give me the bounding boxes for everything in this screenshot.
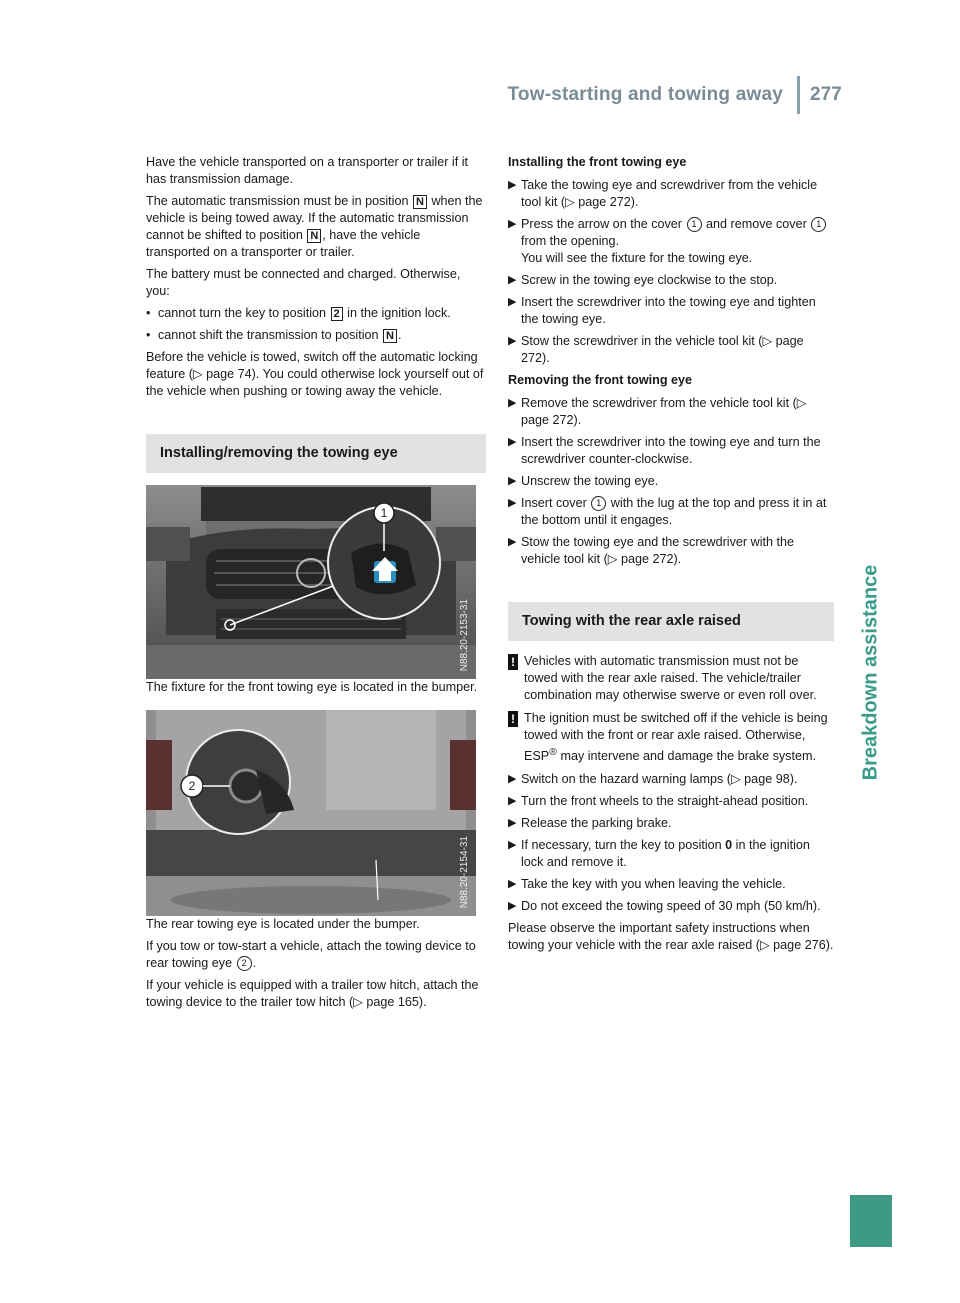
warning-exclamation-icon: ! [508, 711, 518, 727]
bullet-dot-icon: • [146, 328, 151, 342]
left-column [146, 154, 486, 1016]
list-item: • cannot turn the key to position 2 in the ignition lock. [146, 306, 451, 320]
step-arrow-icon: ▶ [508, 497, 517, 509]
chapter-tab [850, 552, 892, 792]
rear-bumper-illustration [146, 710, 476, 916]
instruction-step: ▶ Press the arrow on the cover 1 and remove cover 1 from the opening. You will see the fixture for the towing eye. [508, 216, 834, 267]
bullet-dot-icon: • [146, 306, 151, 320]
paragraph: Please observe the important safety instructions when towing your vehicle with the rear axle raised (▷ page 276). [508, 921, 834, 953]
step-arrow-icon: ▶ [508, 795, 517, 808]
step-arrow-icon: ▶ [508, 536, 517, 548]
step-arrow-icon: ▶ [508, 296, 517, 308]
chapter-marker [850, 1195, 892, 1247]
instruction-step: ▶ Insert the screwdriver into the towing eye and tighten the towing eye. [508, 295, 816, 326]
warning-note: ! The ignition must be switched off if the vehicle is being towed with the front or rear axle raised. Otherwise, ESP® may intervene and damage the brake system. [508, 710, 834, 765]
figure-caption: The rear towing eye is located under the bumper. [146, 917, 420, 931]
instruction-step: ▶ Switch on the hazard warning lamps (▷ page 98). [508, 772, 798, 787]
step-arrow-icon: ▶ [508, 179, 517, 191]
key-position-n: N [307, 229, 321, 243]
figure-code: N88.20-2154-31 [459, 835, 470, 908]
instruction-step: ▶ Stow the screwdriver in the vehicle tool kit (▷ page 272). [508, 334, 804, 365]
instruction-step: ▶ Screw in the towing eye clockwise to the stop. [508, 273, 778, 287]
instruction-step: ▶ Unscrew the towing eye. [508, 474, 659, 488]
key-position-n: N [413, 195, 427, 209]
paragraph: The battery must be connected and charged. Otherwise, you: [146, 267, 461, 298]
list-item: • cannot shift the transmission to position N . [146, 328, 402, 342]
step-arrow-icon: ▶ [508, 839, 517, 852]
step-arrow-icon: ▶ [508, 878, 517, 891]
callout-number: 1 [687, 217, 702, 232]
instruction-step: ▶ Stow the towing eye and the screwdriver with the vehicle tool kit (▷ page 272). [508, 535, 795, 566]
step-arrow-icon: ▶ [508, 900, 517, 913]
step-arrow-icon: ▶ [508, 773, 517, 786]
page-header [490, 76, 846, 114]
section-heading: Towing with the rear axle raised [508, 602, 834, 641]
paragraph: If you tow or tow-start a vehicle, attach the towing device to rear towing eye 2 . [146, 939, 476, 970]
section-heading: Installing/removing the towing eye [146, 434, 486, 473]
figure-caption: The fixture for the front towing eye is located in the bumper. [146, 680, 478, 694]
instruction-step: ▶ Insert the screwdriver into the towing eye and turn the screwdriver counter-clockwise. [508, 435, 821, 466]
figure-code: N88.20-2153-31 [459, 598, 470, 671]
warning-note: ! Vehicles with automatic transmission must not be towed with the rear axle raised. The vehicle/trailer combination may otherwise swerve or even roll over. [508, 653, 834, 704]
step-arrow-icon: ▶ [508, 218, 517, 230]
paragraph: Have the vehicle transported on a transporter or trailer if it has transmission damage. [146, 155, 468, 186]
figure-front-bumper [146, 485, 476, 679]
key-position-n: N [383, 329, 397, 343]
step-arrow-icon: ▶ [508, 475, 517, 487]
callout-number: 1 [591, 496, 606, 511]
callout-number: 2 [188, 779, 196, 793]
warning-exclamation-icon: ! [508, 654, 518, 670]
instruction-step: ▶ Do not exceed the towing speed of 30 mph (50 km/h). [508, 899, 821, 914]
instruction-step: ▶ Release the parking brake. [508, 816, 672, 831]
instruction-step: ▶ Turn the front wheels to the straight-ahead position. [508, 794, 809, 809]
front-bumper-illustration [146, 485, 476, 679]
callout-number: 1 [380, 506, 388, 520]
step-arrow-icon: ▶ [508, 274, 517, 286]
instruction-step: ▶ If necessary, turn the key to position 0 in the ignition lock and remove it. [508, 838, 810, 870]
paragraph: The automatic transmission must be in position N when the vehicle is being towed away. If the automatic transmission cannot be shifted to position N , have the vehicle transported on a transporter or trailer. [146, 194, 483, 259]
callout-number: 1 [811, 217, 826, 232]
page-title: Tow-starting and towing away [507, 84, 783, 105]
key-position-0: 0 [725, 838, 733, 853]
right-column [508, 154, 834, 959]
step-arrow-icon: ▶ [508, 335, 517, 347]
subheading: Installing the front towing eye [508, 155, 687, 169]
page-number: 277 [810, 84, 842, 105]
figure-rear-bumper [146, 710, 476, 916]
instruction-step: ▶ Take the towing eye and screwdriver from the vehicle tool kit (▷ page 272). [508, 178, 818, 209]
step-arrow-icon: ▶ [508, 436, 517, 448]
paragraph: If your vehicle is equipped with a trailer tow hitch, attach the towing device to the trailer tow hitch (▷ page 165). [146, 978, 479, 1009]
callout-number: 2 [237, 956, 252, 971]
instruction-step: ▶ Take the key with you when leaving the vehicle. [508, 877, 786, 892]
step-arrow-icon: ▶ [508, 397, 517, 409]
chapter-tab-label: Breakdown assistance [859, 564, 882, 780]
instruction-step: ▶ Remove the screwdriver from the vehicle tool kit (▷ page 272). [508, 396, 807, 427]
instruction-step: ▶ Insert cover 1 with the lug at the top and press it in at the bottom until it engages. [508, 496, 827, 527]
step-arrow-icon: ▶ [508, 817, 517, 830]
subheading: Removing the front towing eye [508, 373, 693, 387]
key-position-2: 2 [331, 307, 343, 321]
paragraph: Before the vehicle is towed, switch off the automatic locking feature (▷ page 74). You could otherwise lock yourself out of the vehicle when pushing or towing away the vehicle. [146, 350, 484, 398]
